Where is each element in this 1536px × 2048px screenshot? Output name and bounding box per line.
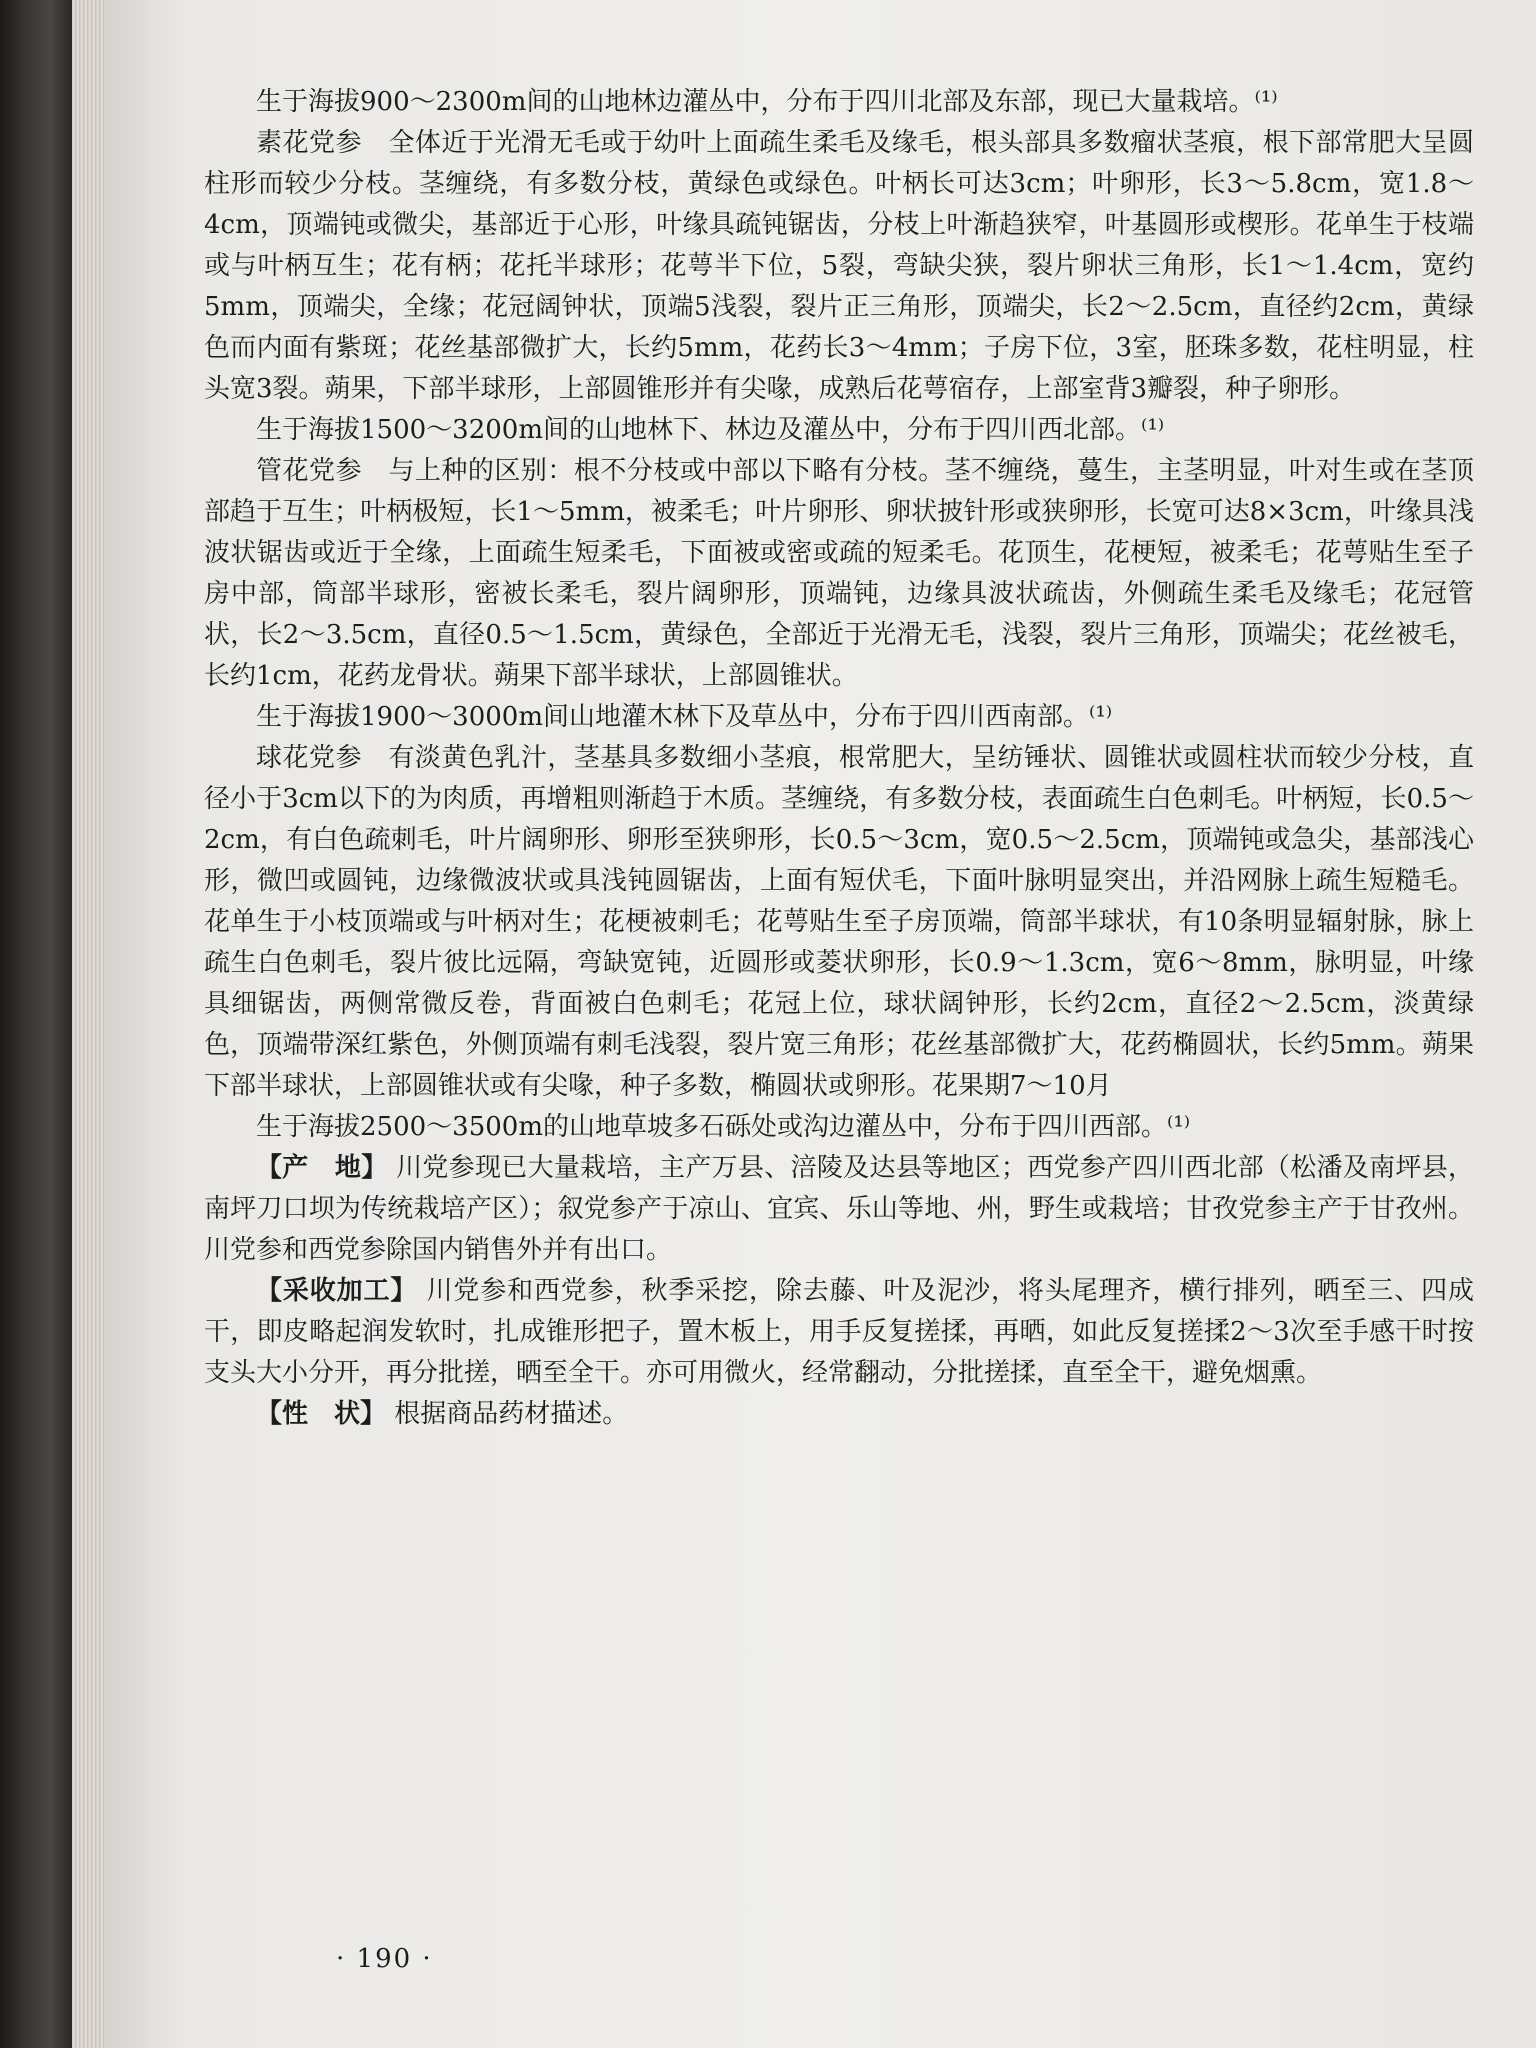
section-heading: 【产 地】 xyxy=(256,1153,388,1183)
section-heading: 【性 状】 xyxy=(256,1399,387,1429)
paragraph: 生于海拔1500～3200m间的山地林下、林边及灌丛中，分布于四川西北部。⁽¹⁾ xyxy=(256,415,1165,445)
section-text: 川党参和西党参，秋季采挖，除去藤、叶及泥沙，将头尾理齐，横行排列，晒至三、四成干，即皮略起润发软时，扎成锥形把子，置木板上，用手反复搓揉，再晒，如此反复搓揉2～3次至手感干时按支头大小分开，再分批搓，晒至全干。亦可用微火，经常翻动，分批搓揉，直至全干，避免烟熏。 xyxy=(204,1276,1474,1388)
page-number: · 190 · xyxy=(336,1944,433,1974)
section-harvest xyxy=(204,1271,1474,1394)
page-content xyxy=(204,82,1474,1435)
book-spine xyxy=(0,0,72,2048)
book-page xyxy=(104,0,1536,2048)
section-heading: 【采收加工】 xyxy=(256,1276,418,1306)
paragraph: 球花党参 有淡黄色乳汁，茎基具多数细小茎痕，根常肥大，呈纺锤状、圆锥状或圆柱状而较少分枝，直径小于3cm以下的为肉质，再增粗则渐趋于木质。茎缠绕，有多数分枝，表面疏生白色刺毛。叶柄短，长0.5～2cm，有白色疏刺毛，叶片阔卵形、卵形至狭卵形，长0.5～3cm，宽0.5～2.5cm，顶端钝或急尖，基部浅心形，微凹或圆钝，边缘微波状或具浅钝圆锯齿，上面有短伏毛，下面叶脉明显突出，并沿网脉上疏生短糙毛。花单生于小枝顶端或与叶柄对生；花梗被刺毛；花萼贴生至子房顶端，筒部半球状，有10条明显辐射脉，脉上疏生白色刺毛，裂片彼比远隔，弯缺宽钝，近圆形或菱状卵形，长0.9～1.3cm，宽6～8mm，脉明显，叶缘具细锯齿，两侧常微反卷，背面被白色刺毛；花冠上位，球状阔钟形，长约2cm，直径2～2.5cm，淡黄绿色，顶端带深红紫色，外侧顶端有刺毛浅裂，裂片宽三角形；花丝基部微扩大，花药椭圆状，长约5mm。蒴果下部半球状，上部圆锥状或有尖喙，种子多数，椭圆状或卵形。花果期7～10月 xyxy=(204,743,1474,1101)
paragraph: 管花党参 与上种的区别：根不分枝或中部以下略有分枝。茎不缠绕，蔓生，主茎明显，叶对生或在茎顶部趋于互生；叶柄极短，长1～5mm，被柔毛；叶片卵形、卵状披针形或狭卵形，长宽可达8×3cm，叶缘具浅波状锯齿或近于全缘，上面疏生短柔毛，下面被或密或疏的短柔毛。花顶生，花梗短，被柔毛；花萼贴生至子房中部，筒部半球形，密被长柔毛，裂片阔卵形，顶端钝，边缘具波状疏齿，外侧疏生柔毛及缘毛；花冠管状，长2～3.5cm，直径0.5～1.5cm，黄绿色，全部近于光滑无毛，浅裂，裂片三角形，顶端尖；花丝被毛，长约1cm，花药龙骨状。蒴果下部半球状，上部圆锥状。 xyxy=(204,456,1474,691)
paragraph: 生于海拔900～2300m间的山地林边灌丛中，分布于四川北部及东部，现已大量栽培。⁽¹⁾ xyxy=(256,87,1278,117)
section-origin xyxy=(204,1148,1474,1271)
paragraph: 生于海拔2500～3500m的山地草坡多石砾处或沟边灌丛中，分布于四川西部。⁽¹⁾ xyxy=(256,1112,1191,1142)
paragraph: 生于海拔1900～3000m间山地灌木林下及草丛中，分布于四川西南部。⁽¹⁾ xyxy=(256,702,1113,732)
section-properties xyxy=(204,1394,1474,1435)
section-text: 川党参现已大量栽培，主产万县、涪陵及达县等地区；西党参产四川西北部（松潘及南坪县，南坪刀口坝为传统栽培产区）；叙党参产于凉山、宜宾、乐山等地、州，野生或栽培；甘孜党参主产于甘孜州。川党参和西党参除国内销售外并有出口。 xyxy=(204,1153,1474,1265)
section-text: 根据商品药材描述。 xyxy=(394,1399,629,1429)
paragraph: 素花党参 全体近于光滑无毛或于幼叶上面疏生柔毛及缘毛，根头部具多数瘤状茎痕，根下部常肥大呈圆柱形而较少分枝。茎缠绕，有多数分枝，黄绿色或绿色。叶柄长可达3cm；叶卵形，长3～5.8cm，宽1.8～4cm，顶端钝或微尖，基部近于心形，叶缘具疏钝锯齿，分枝上叶渐趋狭窄，叶基圆形或楔形。花单生于枝端或与叶柄互生；花有柄；花托半球形；花萼半下位，5裂，弯缺尖狭，裂片卵状三角形，长1～1.4cm，宽约5mm，顶端尖，全缘；花冠阔钟状，顶端5浅裂，裂片正三角形，顶端尖，长2～2.5cm，直径约2cm，黄绿色而内面有紫斑；花丝基部微扩大，长约5mm，花药长3～4mm；子房下位，3室，胚珠多数，花柱明显，柱头宽3裂。蒴果，下部半球形，上部圆锥形并有尖喙，成熟后花萼宿存，上部室背3瓣裂，种子卵形。 xyxy=(204,128,1474,404)
